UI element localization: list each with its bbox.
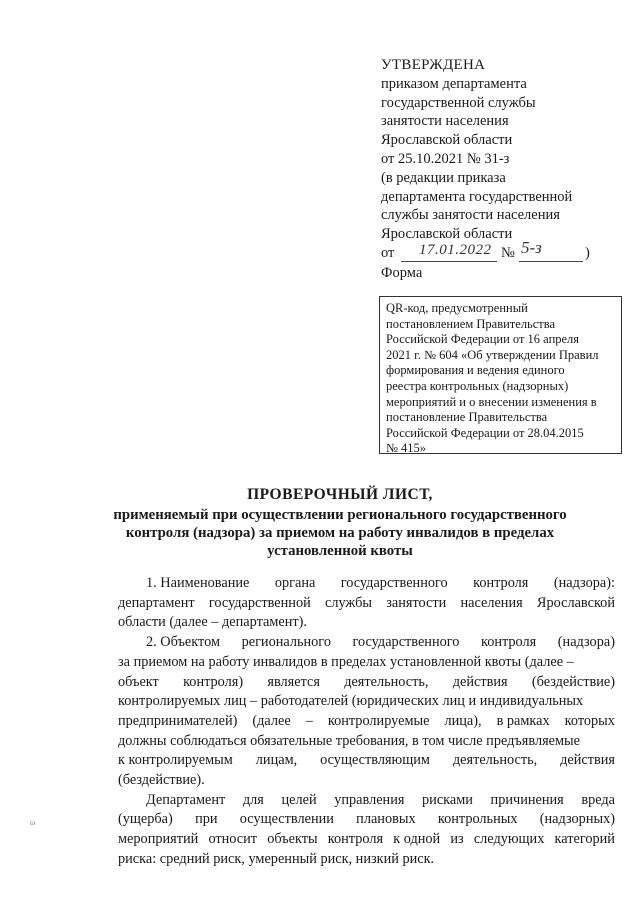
qr-note-line: Российской Федерации от 16 апреля: [386, 332, 580, 347]
body-word: регионального: [241, 634, 331, 651]
qr-note-line: 2021 г. № 604 «Об утверждении Правил: [386, 347, 599, 362]
body-word: плановых: [356, 811, 416, 828]
amending-order-line: [381, 237, 621, 266]
body-word: государственного: [340, 575, 448, 591]
body-word: контроля: [473, 575, 529, 591]
body-word: осуществлении: [239, 811, 334, 828]
qr-note-line: постановлением Правительства: [386, 316, 556, 331]
qr-note-line: Российской Федерации от 28.04.2015: [386, 425, 584, 440]
body-line: [118, 653, 615, 673]
margin-mark: ω: [30, 818, 36, 827]
body-word: (надзорных): [539, 811, 615, 828]
title-subline: установленной квоты: [267, 543, 413, 559]
approval-line: приказом департамента: [381, 75, 527, 92]
body-line: [118, 810, 615, 830]
body-word: рисками: [422, 791, 473, 808]
body-word: органа: [274, 575, 316, 591]
body-line: [118, 850, 615, 870]
body-word: при: [195, 811, 218, 828]
body-word: (ущерба): [118, 811, 173, 828]
body-word: области (далее – департамент).: [118, 614, 307, 631]
body-word: 2. Объектом: [146, 634, 221, 651]
body-word: относит: [208, 831, 258, 848]
body-word: вреда: [581, 791, 615, 808]
approval-line: (в редакции приказа: [381, 169, 506, 186]
body-word: контролируемых лиц – работодателей (юридических лиц и индивидуальных: [118, 693, 584, 710]
body-word: занятости: [386, 594, 447, 611]
approval-line: Ярославской области: [381, 226, 513, 243]
body-line: [118, 771, 615, 791]
form-label: Форма: [381, 265, 423, 281]
body-line: [118, 613, 615, 633]
body-word: департамент: [118, 594, 195, 611]
date-underline: [401, 261, 497, 262]
body-word: лицам,: [255, 752, 298, 769]
body-word: в рамках: [496, 712, 550, 729]
body-line: [118, 732, 615, 752]
body-word: (надзора):: [553, 575, 615, 591]
body-word: деятельность,: [344, 673, 429, 690]
body-word: к контролируемым: [118, 752, 233, 769]
approval-line: государственной службы: [381, 94, 536, 111]
approval-line: занятости населения: [381, 113, 509, 130]
body-word: для: [242, 791, 264, 808]
body-word: государственного: [352, 634, 460, 651]
approval-line: департамента государственной: [381, 188, 573, 205]
title-main: ПРОВЕРОЧНЫЙ ЛИСТ,: [247, 486, 433, 503]
approval-line: Ярославской области: [381, 132, 513, 149]
body-word: населения: [460, 594, 523, 611]
body-word: –: [305, 712, 313, 729]
body-word: которых: [564, 712, 615, 729]
body-word: контролируемые: [327, 712, 430, 729]
body-word: является: [267, 673, 320, 690]
body-word: Ярославской: [536, 594, 615, 611]
body-word: целей: [281, 791, 317, 808]
qr-note-line: мероприятий и о внесении изменения в: [386, 394, 597, 409]
body-line: [118, 594, 615, 614]
document-body: [118, 574, 615, 870]
body-word: действия: [560, 752, 615, 769]
body-line: [118, 633, 615, 653]
body-word: должны соблюдаться обязательные требования, в том числе предъявляемые: [118, 732, 580, 749]
qr-code-placeholder-box: [379, 296, 622, 454]
body-word: за приемом на работу инвалидов в пределах установленной квоты (далее –: [118, 653, 574, 670]
body-line: [118, 751, 615, 771]
body-word: объекты: [267, 831, 318, 848]
body-word: причинения: [490, 791, 564, 808]
body-line: [118, 574, 615, 594]
body-word: контрольных: [437, 811, 518, 828]
title-subline: применяемый при осуществлении регионального государственного: [113, 507, 567, 523]
body-line: [118, 791, 615, 811]
approval-line: от 25.10.2021 № 31-з: [381, 150, 510, 167]
qr-note-line: формирования и ведения единого: [386, 363, 565, 378]
body-word: к одной: [393, 831, 441, 848]
body-word: (бездействие).: [118, 772, 205, 789]
body-word: лица),: [444, 712, 482, 729]
body-line: [118, 712, 615, 732]
handwritten-order-date: 17.01.2022: [419, 241, 492, 258]
body-word: контроля: [480, 634, 537, 651]
body-word: следующих: [473, 831, 545, 848]
body-word: управления: [334, 791, 405, 808]
handwritten-order-number: 5-з: [521, 237, 542, 257]
order-number-sign: №: [501, 244, 515, 261]
body-word: контроля): [183, 673, 244, 690]
qr-note-line: № 415»: [386, 441, 427, 454]
body-word: службы: [324, 594, 372, 611]
qr-note-line: постановление Правительства: [386, 410, 548, 425]
body-word: деятельность,: [452, 752, 538, 769]
body-line: [118, 692, 615, 712]
body-word: Департамент: [146, 791, 226, 808]
approval-heading: УТВЕРЖДЕНА: [381, 57, 486, 73]
order-prefix: от: [381, 244, 395, 261]
body-line: [118, 830, 615, 850]
body-word: риска: средний риск, умеренный риск, низкий риск.: [118, 850, 435, 867]
document-title: [60, 486, 620, 560]
body-word: предпринимателей): [118, 712, 238, 729]
body-word: категорий: [554, 831, 615, 848]
approval-line: службы занятости населения: [381, 207, 560, 224]
title-subline: контроля (надзора) за приемом на работу инвалидов в пределах: [125, 525, 555, 541]
body-word: государственной: [208, 594, 311, 611]
body-word: объект: [118, 673, 159, 690]
body-word: (далее: [252, 712, 291, 729]
body-word: осуществляющим: [320, 752, 430, 769]
body-word: мероприятий: [118, 831, 199, 848]
body-word: контроля: [327, 831, 384, 848]
body-word: (надзора): [557, 634, 615, 651]
qr-note-line: QR-код, предусмотренный: [386, 301, 528, 315]
body-word: (бездействие): [531, 673, 615, 690]
order-close-paren: ): [585, 244, 590, 261]
body-word: из: [450, 831, 464, 848]
body-line: [118, 673, 615, 693]
body-word: 1. Наименование: [146, 575, 250, 591]
number-underline: [519, 261, 583, 262]
approval-block: [381, 56, 621, 266]
qr-note-line: реестра контрольных (надзорных): [386, 378, 569, 393]
body-word: действия: [452, 673, 508, 690]
